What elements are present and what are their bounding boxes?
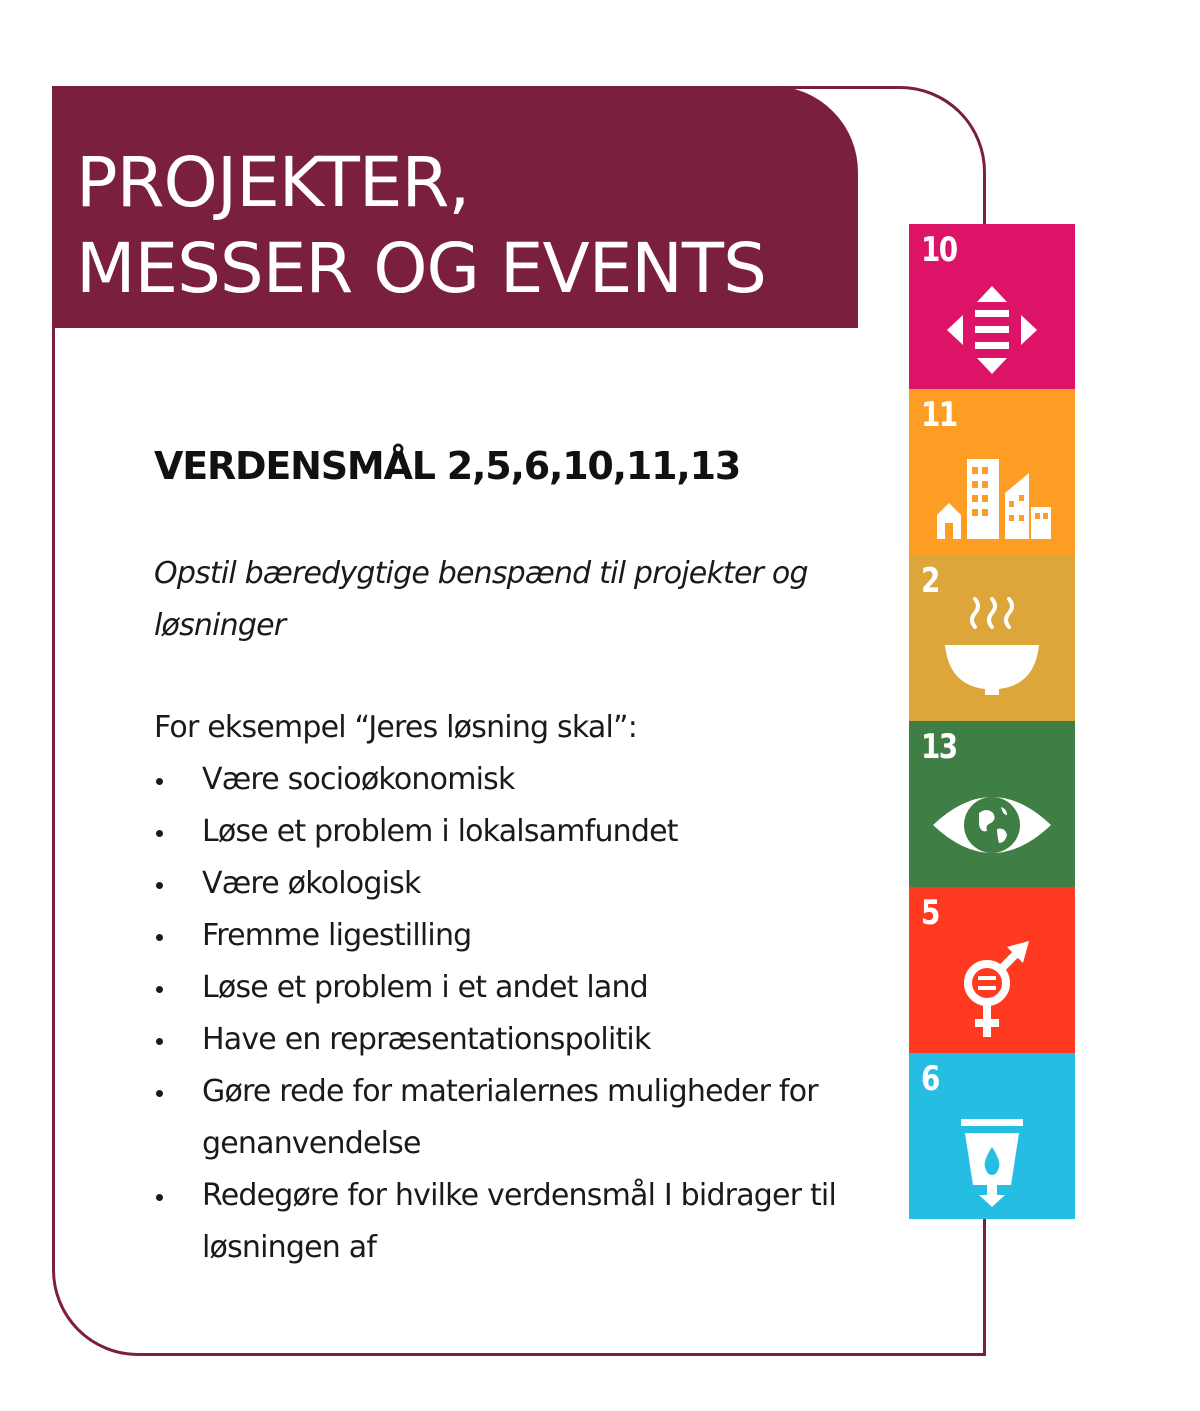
zero-hunger-icon (909, 555, 1075, 721)
sdg-number: 11 (921, 395, 957, 435)
list-item: Løse et problem i lokalsamfundet (154, 806, 894, 858)
sdg-number: 13 (921, 727, 957, 767)
list-item: Fremme ligestilling (154, 910, 894, 962)
sdg-tile-13 (909, 721, 1075, 887)
sdg-number: 10 (921, 230, 957, 270)
list-item: Være socioøkonomisk (154, 754, 894, 806)
gender-equality-icon (909, 887, 1075, 1053)
sdg-tile-10 (909, 224, 1075, 389)
page-title (76, 140, 766, 312)
sdg-number: 6 (921, 1059, 939, 1099)
sustainable-cities-icon (909, 389, 1075, 555)
sdg-tile-6 (909, 1053, 1075, 1219)
goals-heading: VERDENSMÅL 2,5,6,10,11,13 (154, 444, 741, 488)
page-title-line-1: PROJEKTER, (76, 143, 470, 223)
sdg-number: 2 (921, 561, 939, 601)
clean-water-icon (909, 1053, 1075, 1219)
intro-text: Opstil bæredygtige benspænd til projekter og løsninger (154, 556, 808, 643)
list-item: Løse et problem i et andet land (154, 962, 894, 1014)
list-item: Redegøre for hvilke verdensmål I bidrager til løsningen af (154, 1170, 894, 1274)
list-item: Gøre rede for materialernes muligheder for genanvendelse (154, 1066, 894, 1170)
list-intro: For eksempel “Jeres løsning skal”: (154, 710, 638, 745)
sdg-number: 5 (921, 893, 939, 933)
reduced-inequalities-icon (909, 224, 1075, 389)
list-item: Være økologisk (154, 858, 894, 910)
list-item: Have en repræsentationspolitik (154, 1014, 894, 1066)
criteria-list (154, 754, 894, 1274)
sdg-column (909, 224, 1075, 1219)
page-title-line-2: MESSER OG EVENTS (76, 229, 766, 309)
sdg-tile-2 (909, 555, 1075, 721)
sdg-tile-11 (909, 389, 1075, 555)
climate-action-icon (909, 721, 1075, 887)
sdg-tile-5 (909, 887, 1075, 1053)
